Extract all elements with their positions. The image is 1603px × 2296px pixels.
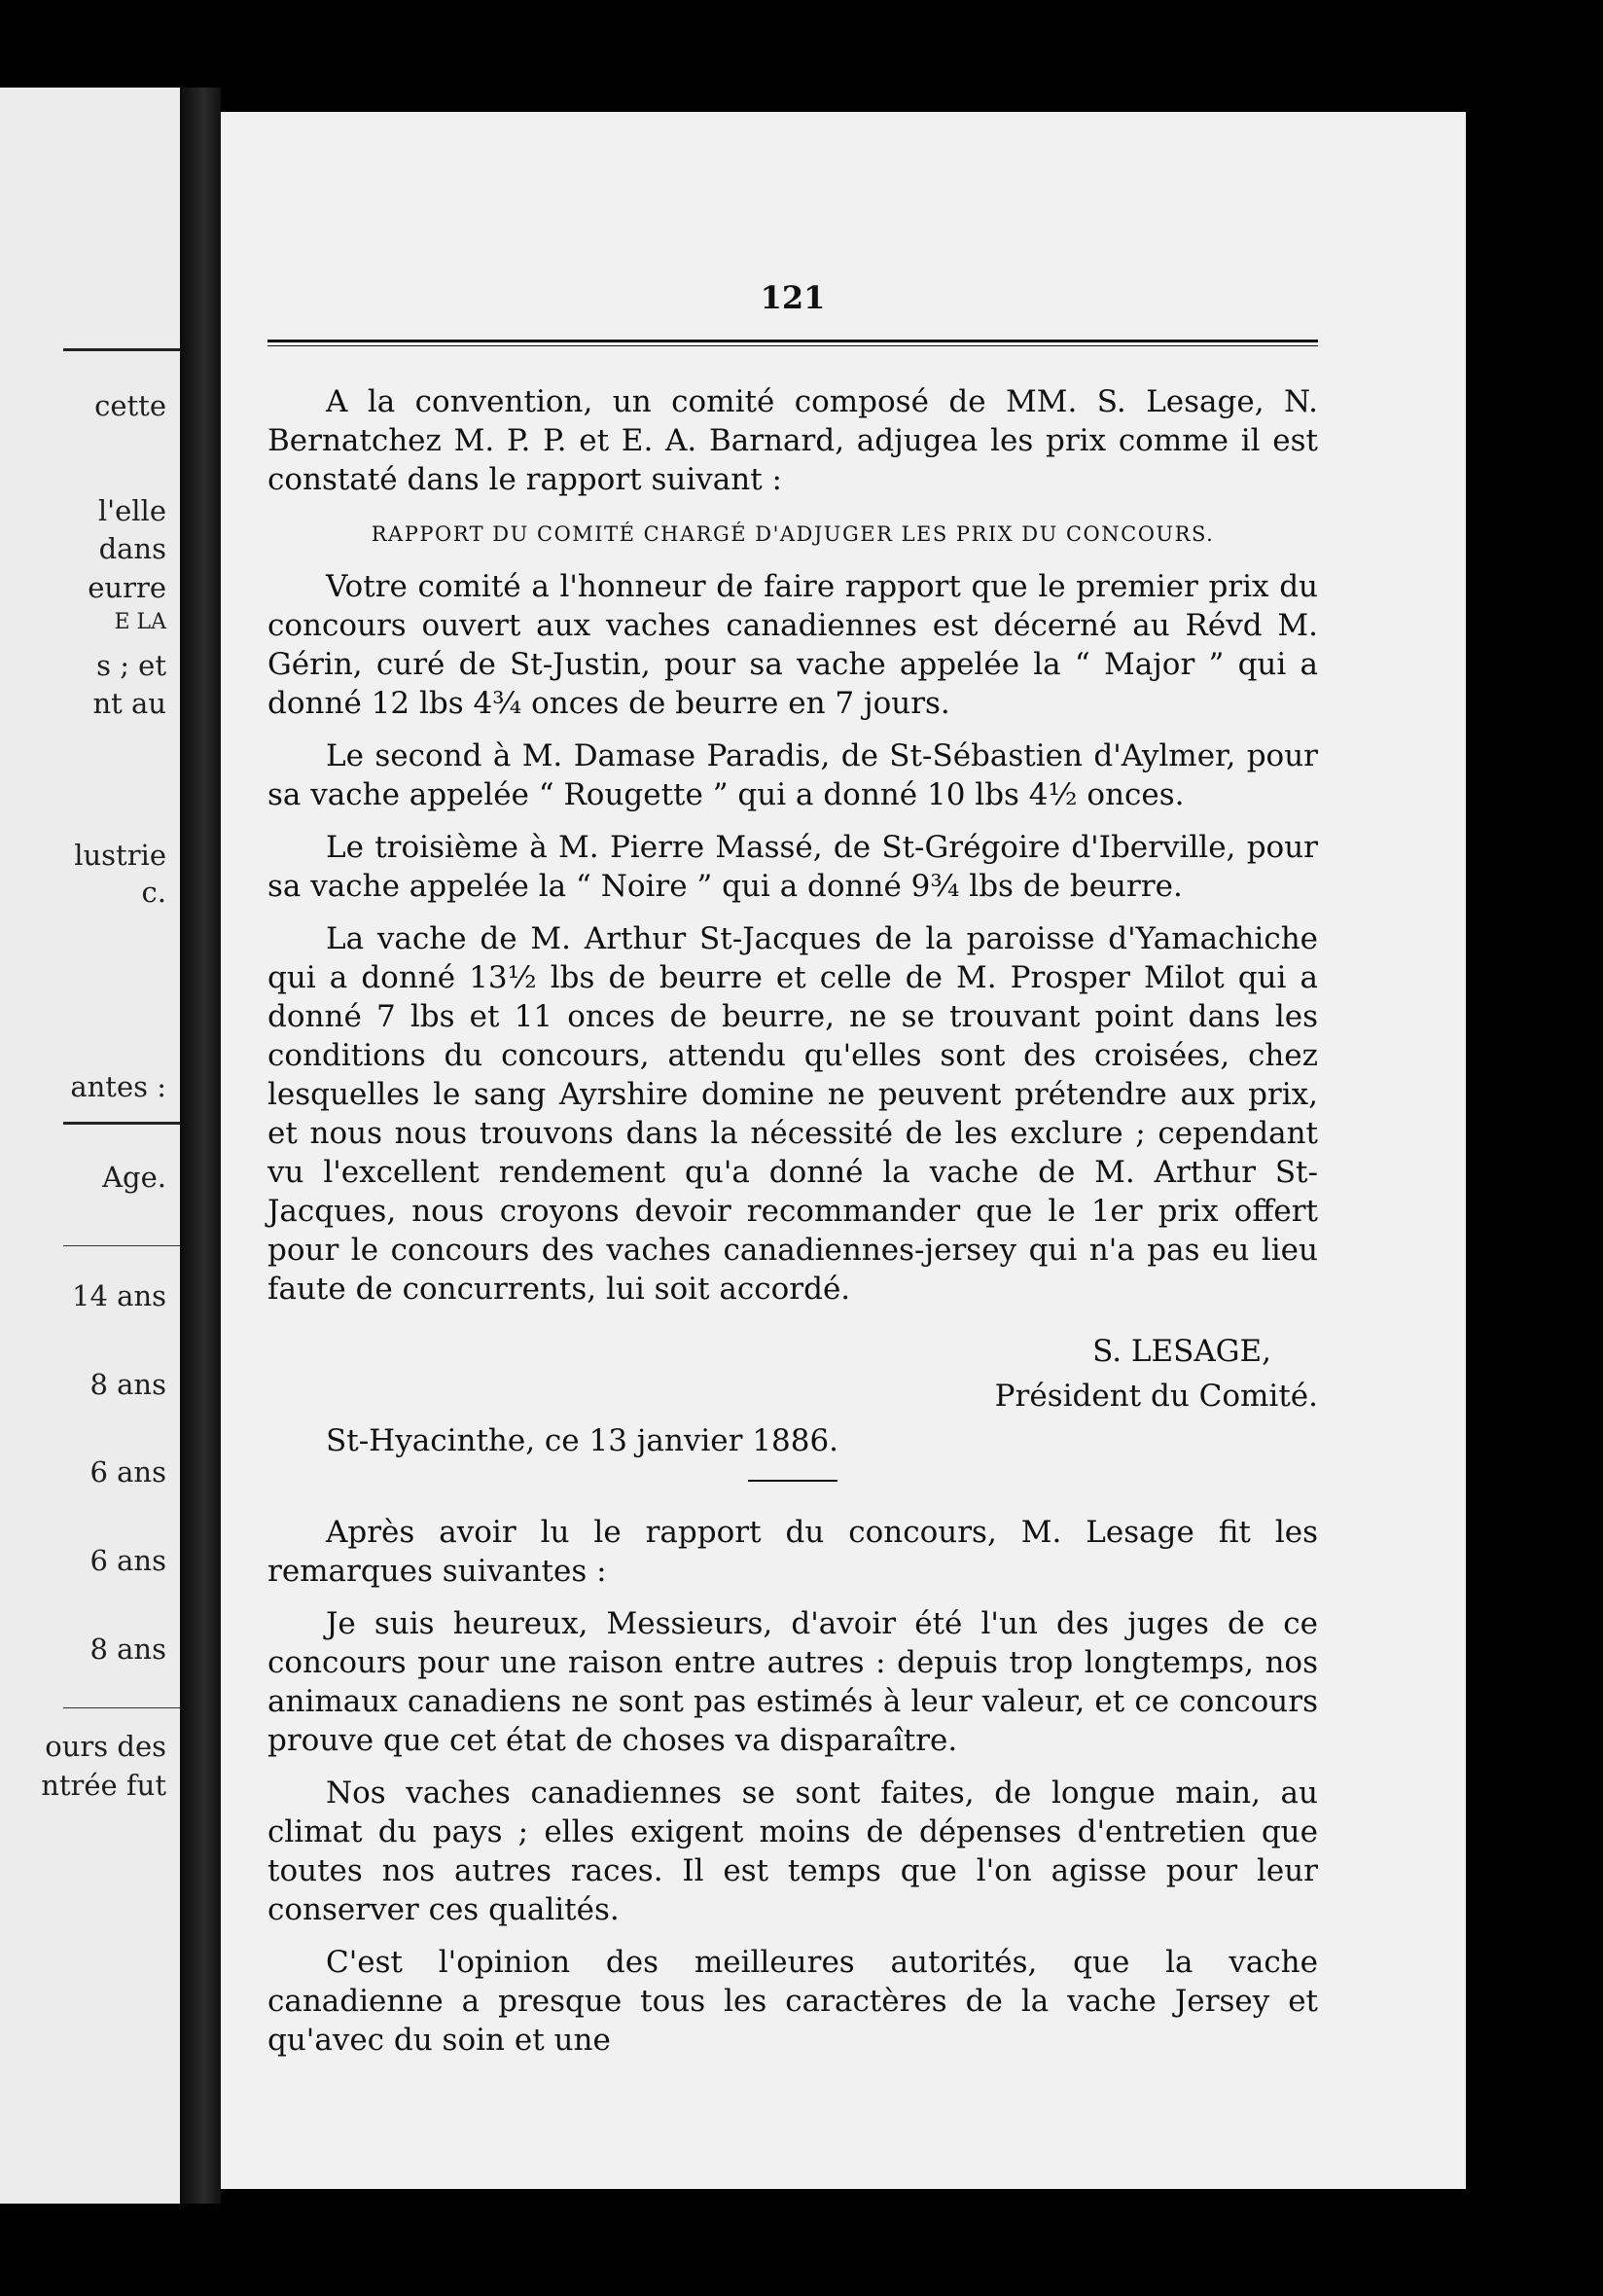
left-fragment: 14 ans xyxy=(72,1279,166,1312)
report-paragraph: La vache de M. Arthur St-Jacques de la paroisse d'Yamachiche qui a donné 13½ lbs de beurre et celle de M. Prosper Milot qui a donné 7 lbs et 11 onces de beurre, ne se trouvant point dans les conditions du concours, attendu qu'elles sont des croisées, chez lesquelles le sang Ayrshire domine ne peuvent prétendre aux prix, et nous nous trouvons dans la nécessité de les exclure ; cependant vu l'excellent rendement qu'a donné la vache de M. Arthur St-Jacques, nous croyons devoir recommander que le 1er prix offert pour le concours des vaches canadiennes-jersey qui n'a pas eu lieu faute de concurrents, lui soit accordé. xyxy=(267,921,1318,1307)
left-fragment: 8 ans xyxy=(89,1632,166,1666)
left-fragment: cette xyxy=(94,389,166,422)
report-heading: RAPPORT DU COMITÉ CHARGÉ D'ADJUGER LES PRIX DU CONCOURS. xyxy=(371,522,1215,546)
report-paragraph: Le troisième à M. Pierre Massé, de St-Grégoire d'Iberville, pour sa vache appelée la “ Noire ” qui a donné 9¾ lbs de beurre. xyxy=(267,830,1318,904)
closing-paragraph: Après avoir lu le rapport du concours, M. Lesage fit les remarques suivantes : xyxy=(267,1515,1318,1589)
section-divider xyxy=(748,1480,837,1482)
left-fragment: ours des xyxy=(45,1730,166,1763)
left-fragment: Age. xyxy=(102,1161,166,1194)
left-fragment: E LA xyxy=(114,610,166,634)
left-fragment: l'elle xyxy=(97,494,166,527)
body-text xyxy=(267,382,1318,2073)
left-fragment: c. xyxy=(141,876,166,909)
left-fragment: s ; et xyxy=(96,649,166,682)
left-fragment: ntrée fut xyxy=(41,1769,166,1802)
dateline: St-Hyacinthe, ce 13 janvier 1886. xyxy=(326,1423,839,1458)
signature-name: S. LESAGE, xyxy=(1092,1334,1271,1369)
left-fragment: antes : xyxy=(70,1070,166,1103)
left-fragment: 8 ans xyxy=(89,1368,166,1401)
closing-paragraph: C'est l'opinion des meilleures autorités, que la vache canadienne a presque tous les caractères de la vache Jersey et qu'avec du soin et une xyxy=(267,1945,1318,2058)
report-paragraph: Votre comité a l'honneur de faire rapport que le premier prix du concours ouvert aux vaches canadiennes est décerné au Révd M. Gérin, curé de St-Justin, pour sa vache appelée la “ Major ” qui a donné 12 lbs 4¾ onces de beurre en 7 jours. xyxy=(267,569,1318,721)
left-fragment: 6 ans xyxy=(89,1544,166,1577)
left-rule xyxy=(63,1122,180,1125)
left-rule xyxy=(63,1245,180,1246)
left-page-fragment xyxy=(0,88,180,2204)
report-paragraph: Le second à M. Damase Paradis, de St-Sébastien d'Aylmer, pour sa vache appelée “ Rougette ” qui a donné 10 lbs 4½ onces. xyxy=(267,738,1318,812)
left-fragment: dans xyxy=(98,532,166,565)
closing-paragraph: Je suis heureux, Messieurs, d'avoir été l'un des juges de ce concours pour une raison entre autres : depuis trop longtemps, nos animaux canadiens ne sont pas estimés à leur valeur, et ce concours prouve que cet état de choses va disparaître. xyxy=(267,1606,1318,1758)
right-page xyxy=(221,112,1466,2189)
intro-paragraph: A la convention, un comité composé de MM. S. Lesage, N. Bernatchez M. P. P. et E. A. Barnard, adjugea les prix comme il est constaté dans le rapport suivant : xyxy=(267,384,1318,497)
book-gutter xyxy=(180,88,221,2204)
closing-paragraph: Nos vaches canadiennes se sont faites, de longue main, au climat du pays ; elles exigent moins de dépenses d'entretien que toutes nos autres races. Il est temps que l'on agisse pour leur conserver ces qualités. xyxy=(267,1776,1318,1927)
left-rule xyxy=(63,1707,180,1708)
signature-title: Président du Comité. xyxy=(994,1379,1318,1414)
header-rule xyxy=(267,340,1318,346)
left-fragment: nt au xyxy=(92,687,166,720)
page-number: 121 xyxy=(760,279,826,316)
left-fragment: lustrie xyxy=(74,839,166,872)
left-fragment: eurre xyxy=(88,571,166,604)
left-fragment: 6 ans xyxy=(89,1455,166,1489)
left-rule xyxy=(63,348,180,351)
